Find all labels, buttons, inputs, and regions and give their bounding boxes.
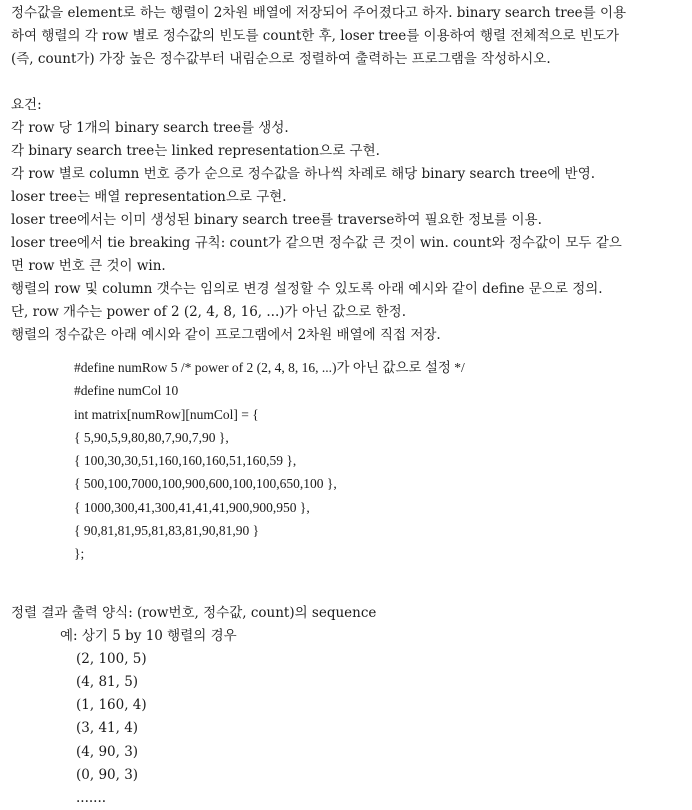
- example-block: [11, 625, 682, 810]
- code-example: [11, 356, 682, 566]
- code-line: #define numRow 5 /* power of 2 (2, 4, 8, 16, ...)가 아닌 값으로 설정 */: [74, 360, 465, 375]
- requirement-line: 단, row 개수는 power of 2 (2, 4, 8, 16, ...)가 아닌 값으로 한정.: [11, 304, 406, 320]
- code-line: { 500,100,7000,100,900,600,100,100,650,100 },: [74, 476, 337, 492]
- output-format-heading: 정렬 결과 출력 양식: (row번호, 정수값, count)의 sequence: [11, 604, 377, 621]
- code-line: int matrix[numRow][numCol] = {: [74, 406, 259, 422]
- requirement-line: loser tree는 배열 representation으로 구현.: [11, 189, 287, 205]
- intro-line: 정수값을 element로 하는 행렬이 2차원 배열에 저장되어 주어졌다고 하자. binary search tree를 이용: [11, 5, 627, 21]
- spacer: [11, 566, 682, 602]
- requirement-line: 행렬의 row 및 column 갯수는 임의로 변경 설정할 수 있도록 아래 예시와 같이 define 문으로 정의.: [11, 281, 603, 297]
- intro-line: (즉, count가) 가장 높은 정수값부터 내림순으로 정렬하여 출력하는 프로그램을 작성하시오.: [11, 51, 551, 67]
- sequence-item: (3, 41, 4): [76, 720, 139, 737]
- code-line: };: [74, 546, 85, 562]
- code-line: { 90,81,81,95,81,83,81,90,81,90 }: [74, 523, 260, 539]
- requirement-line: 각 row 별로 column 번호 증가 순으로 정수값을 하나씩 차례로 해당 binary search tree에 반영.: [11, 166, 596, 182]
- requirement-line: 각 row 당 1개의 binary search tree를 생성.: [11, 120, 289, 136]
- sequence-item: (4, 81, 5): [76, 674, 139, 691]
- requirement-line: loser tree에서는 이미 생성된 binary search tree를 traverse하여 필요한 정보를 이용.: [11, 212, 542, 228]
- output-format-section: [11, 602, 682, 810]
- problem-intro: [11, 2, 682, 71]
- requirements-heading: 요건:: [11, 97, 42, 113]
- requirement-line: 행렬의 정수값은 아래 예시와 같이 프로그램에서 2차원 배열에 직접 저장.: [11, 327, 441, 343]
- requirement-line: 면 row 번호 큰 것이 win.: [11, 258, 166, 274]
- sequence-ellipsis: .......: [76, 789, 107, 806]
- requirement-line: loser tree에서 tie breaking 규칙: count가 같으면 정수값 큰 것이 win. count와 정수값이 모두 같으: [11, 235, 622, 251]
- sequence-item: (1, 160, 4): [76, 697, 147, 714]
- sequence-item: (0, 90, 3): [76, 766, 139, 783]
- sequence-item: (4, 90, 3): [76, 743, 139, 760]
- spacer: [11, 71, 682, 94]
- code-line: { 100,30,30,51,160,160,160,51,160,59 },: [74, 453, 297, 469]
- requirement-line: 각 binary search tree는 linked representation으로 구현.: [11, 143, 380, 159]
- intro-line: 하여 행렬의 각 row 별로 정수값의 빈도를 count한 후, loser tree를 이용하여 행렬 전체적으로 빈도가: [11, 28, 619, 44]
- requirements-section: [11, 94, 682, 347]
- example-heading: 예: 상기 5 by 10 행렬의 경우: [60, 627, 237, 644]
- sequence-item: (2, 100, 5): [76, 650, 147, 667]
- code-line: { 1000,300,41,300,41,41,41,900,900,950 },: [74, 499, 310, 515]
- code-line: #define numCol 10: [74, 383, 179, 399]
- code-line: { 5,90,5,9,80,80,7,90,7,90 },: [74, 429, 229, 445]
